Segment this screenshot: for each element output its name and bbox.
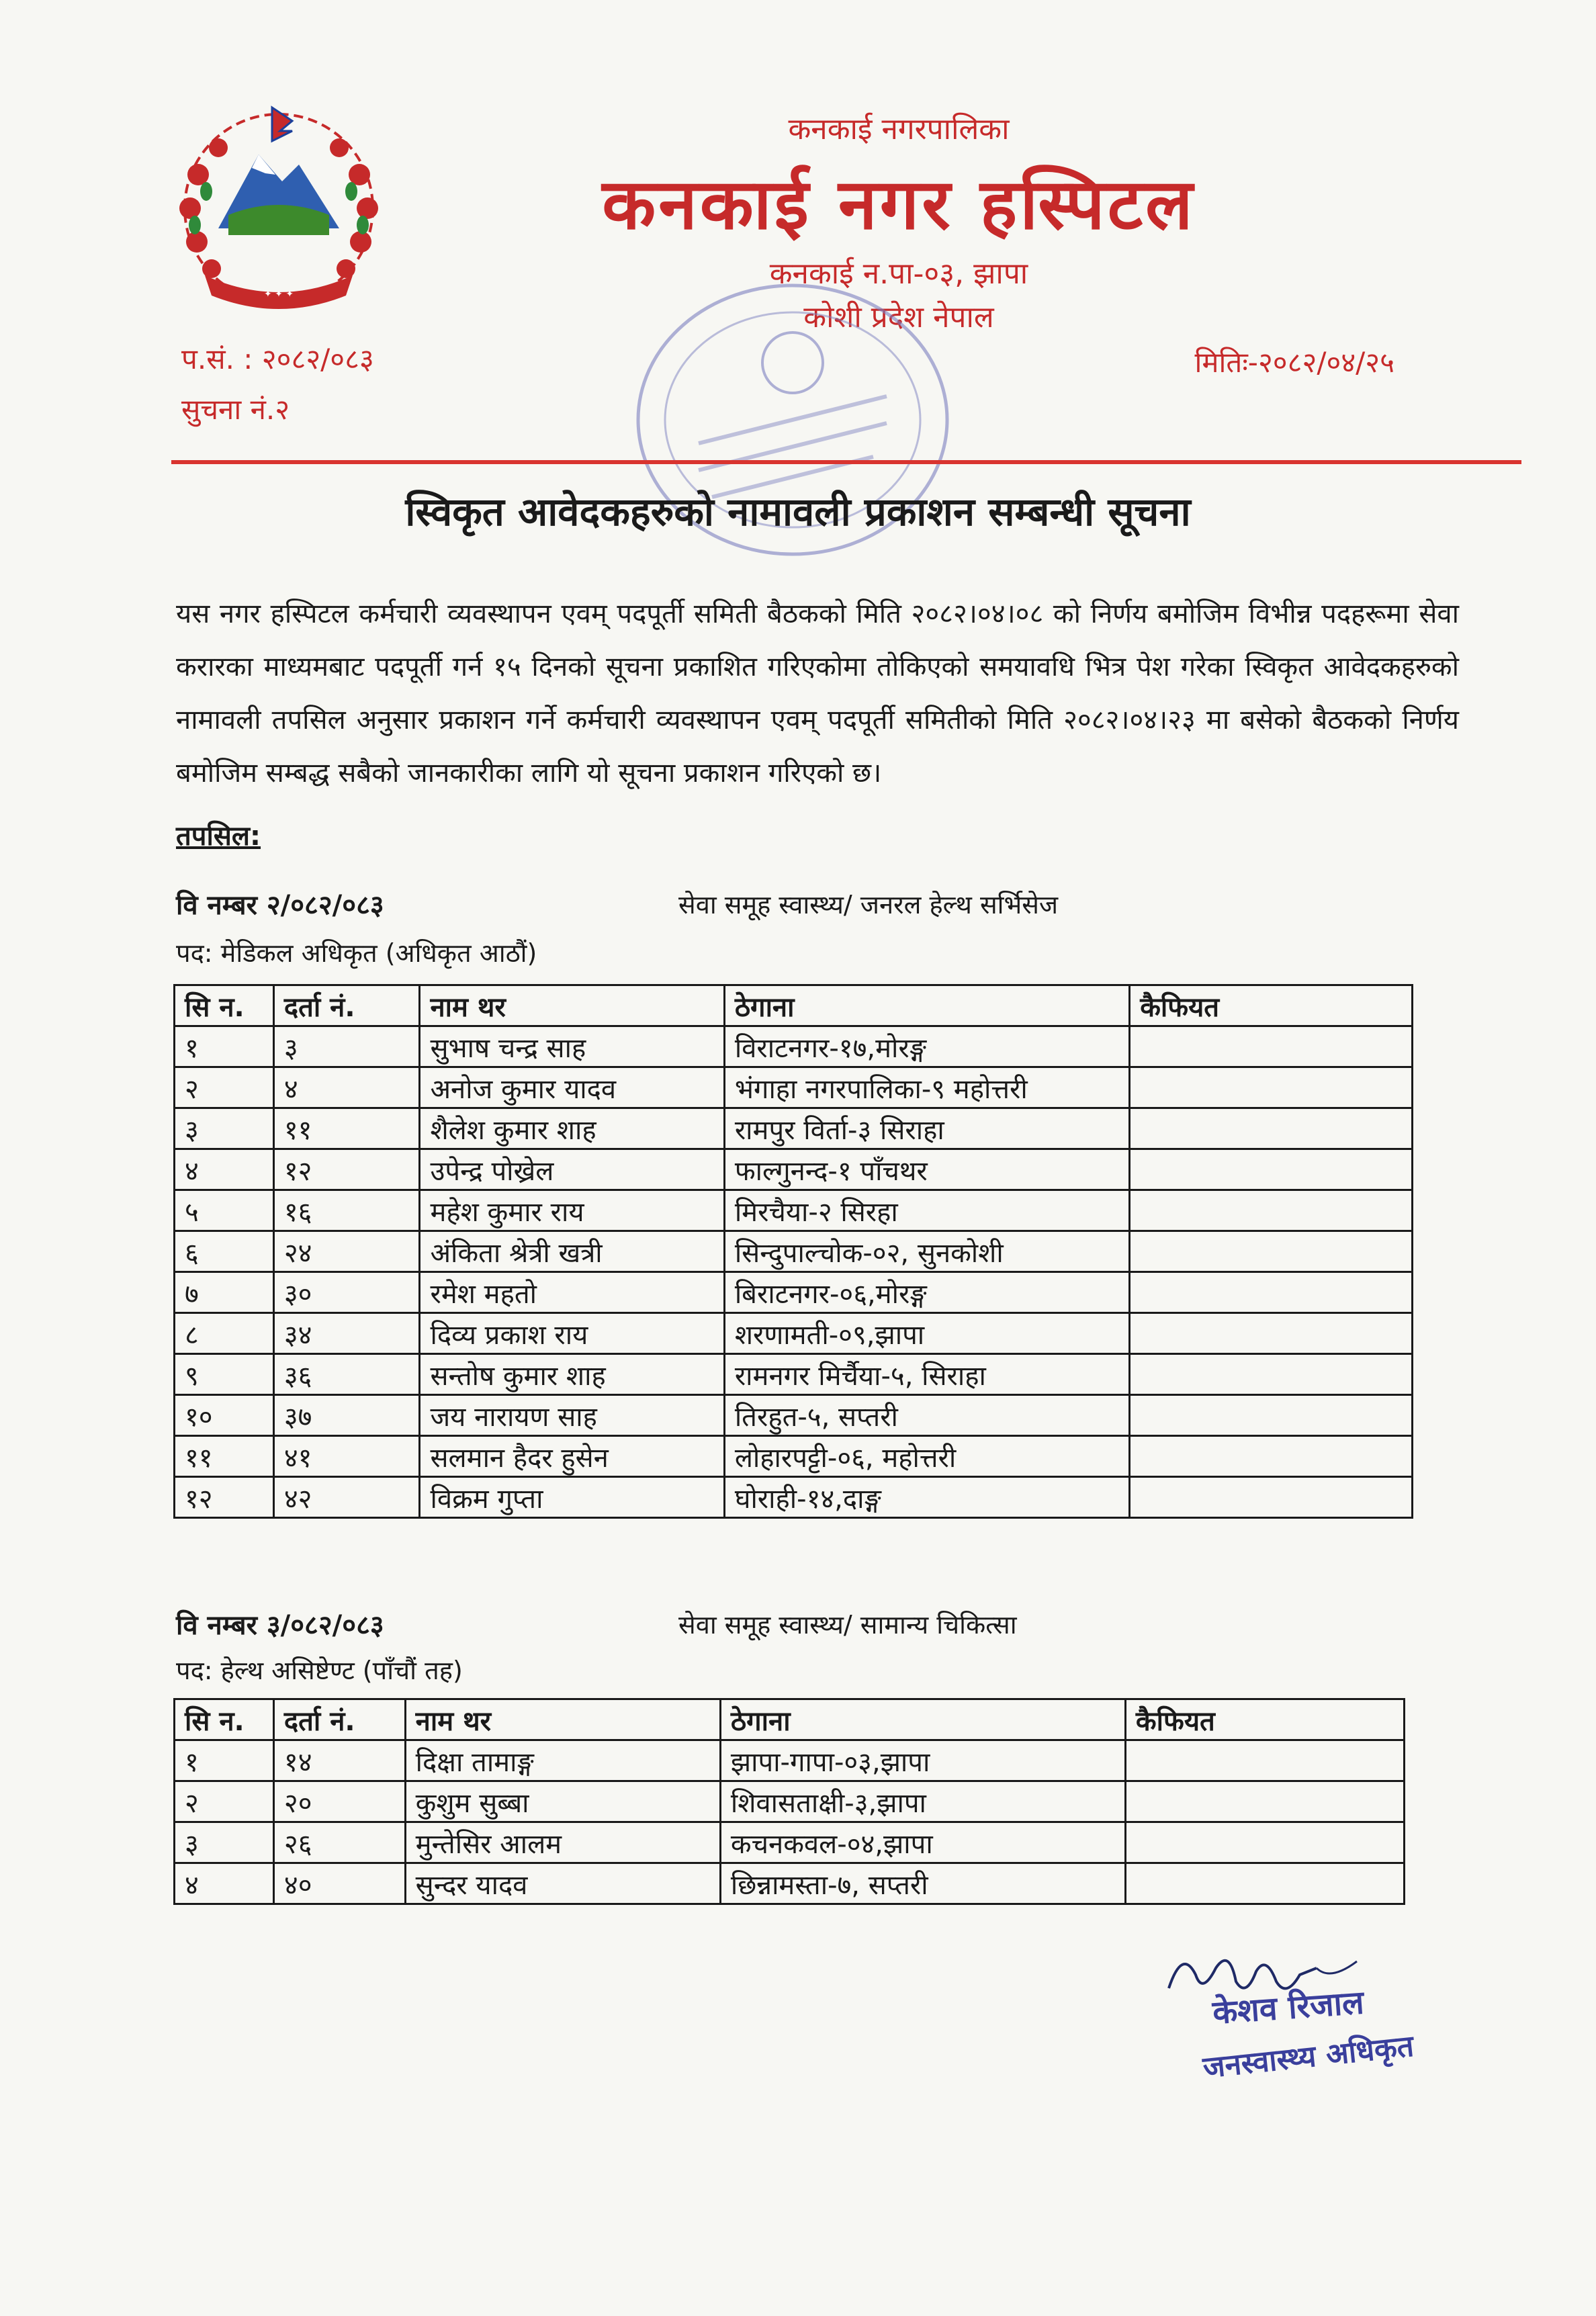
name-cell: विक्रम गुप्ता [420,1477,724,1518]
svg-text:✦ ✦ ✦: ✦ ✦ ✦ [263,289,294,300]
registration-cell: ३६ [273,1354,420,1395]
remarks-cell [1125,1863,1404,1904]
remarks-cell [1130,1149,1413,1190]
address-cell: रामपुर विर्ता-३ सिराहा [724,1108,1129,1149]
registration-cell: १६ [273,1190,420,1231]
serial-cell: ५ [175,1190,274,1231]
address-cell: सिन्दुपाल्चोक-०२, सुनकोशी [724,1231,1129,1272]
serial-cell: ७ [175,1272,274,1313]
address-cell: शरणामती-०९,झापा [724,1313,1129,1354]
serial-cell: १ [175,1740,274,1781]
applicants-table-1 [173,984,1413,1519]
registration-cell: १४ [273,1740,405,1781]
serial-cell: ४ [175,1863,274,1904]
column-header: ठेगाना [720,1699,1125,1740]
remarks-cell [1130,1231,1413,1272]
name-cell: अनोज कुमार यादव [420,1067,724,1108]
name-cell: सुन्दर यादव [405,1863,720,1904]
registration-cell: ३७ [273,1395,420,1436]
name-cell: सुभाष चन्द्र साह [420,1026,724,1067]
table-row [175,1313,1413,1354]
serial-cell: २ [175,1781,274,1822]
column-header: सि न. [175,1699,274,1740]
table-row [175,1149,1413,1190]
address-cell: विराटनगर-१७,मोरङ्ग [724,1026,1129,1067]
applicants-table-2 [173,1698,1405,1905]
column-header: दर्ता नं. [273,1699,405,1740]
table-header-row [175,1699,1405,1740]
table-row [175,1026,1413,1067]
name-cell: जय नारायण साह [420,1395,724,1436]
table-row [175,1067,1413,1108]
name-cell: शैलेश कुमार शाह [420,1108,724,1149]
serial-cell: १० [175,1395,274,1436]
name-cell: रमेश महतो [420,1272,724,1313]
column-header: ठेगाना [724,985,1129,1026]
name-cell: दिक्षा तामाङ्ग [405,1740,720,1781]
address-line-1: कनकाई न.पा-०३, झापा [769,257,1028,291]
column-header: कैफियत [1130,985,1413,1026]
service-group-1: सेवा समूह स्वास्थ्य/ जनरल हेल्थ सर्भिसेज [678,890,1059,920]
column-header: नाम थर [420,985,724,1026]
name-cell: उपेन्द्र पोख्रेल [420,1149,724,1190]
table-row [175,1272,1413,1313]
post-title-2: पद: हेल्थ असिष्टेण्ट (पाँचौं तह) [176,1656,463,1685]
registration-cell: ३ [273,1026,420,1067]
remarks-cell [1130,1272,1413,1313]
column-header: सि न. [175,985,274,1026]
header-divider [171,460,1521,464]
column-header: कैफियत [1125,1699,1404,1740]
remarks-cell [1130,1436,1413,1477]
table-row [175,1740,1405,1781]
name-cell: मुन्तेसिर आलम [405,1822,720,1863]
notice-body: यस नगर हस्पिटल कर्मचारी व्यवस्थापन एवम् पदपूर्ती समिती बैठकको मिति २०८२।०४।०८ को निर्णय बमोजिम विभीन्न पदहरूमा सेवा करारका माध्यमबाट पदपूर्ती गर्न १५ दिनको सूचना प्रकाशित गरिएकोमा तोकिएको समयावधि भित्र पेश गरेका स्विकृत आवेदकहरुको नामावली तपसिल अनुसार प्रकाशन गर्ने कर्मचारी व्यवस्थापन एवम् पदपूर्ती समितीको मिति २०८२।०४।२३ मा बसेको बैठकको निर्णय बमोजिम सम्बद्ध सबैको जानकारीका लागि यो सूचना प्रकाशन गरिएको छ। [176,598,1459,789]
remarks-cell [1125,1740,1404,1781]
address-cell: झापा-गापा-०३,झापा [720,1740,1125,1781]
service-group-2: सेवा समूह स्वास्थ्य/ सामान्य चिकित्सा [678,1610,1017,1640]
serial-cell: ८ [175,1313,274,1354]
serial-cell: २ [175,1067,274,1108]
serial-cell: ३ [175,1822,274,1863]
address-cell: बिराटनगर-०६,मोरङ्ग [724,1272,1129,1313]
table-row [175,1781,1405,1822]
registration-cell: ३० [273,1272,420,1313]
details-heading: तपसिल: [176,821,261,852]
registration-cell: ३४ [273,1313,420,1354]
serial-cell: ४ [175,1149,274,1190]
remarks-cell [1130,1026,1413,1067]
table-row [175,1190,1413,1231]
remarks-cell [1130,1477,1413,1518]
registration-cell: ११ [273,1108,420,1149]
address-cell: लोहारपट्टी-०६, महोत्तरी [724,1436,1129,1477]
signatory-name: केशव रिजाल [1211,1984,1366,2032]
notice-number: सुचना नं.२ [181,393,290,426]
post-title-1: पद: मेडिकल अधिकृत (अधिकृत आठौं) [176,938,537,968]
serial-cell: १ [175,1026,274,1067]
serial-cell: ६ [175,1231,274,1272]
reference-number: प.सं. : २०८२/०८३ [181,343,374,375]
remarks-cell [1125,1781,1404,1822]
advert-number-1: वि नम्बर २/०८२/०८३ [176,890,384,921]
issue-date: मितिः-२०८२/०४/२५ [1194,346,1394,379]
registration-cell: २० [273,1781,405,1822]
address-cell: छिन्नामस्ता-७, सप्तरी [720,1863,1125,1904]
address-cell: कचनकवल-०४,झापा [720,1822,1125,1863]
name-cell: सलमान हैदर हुसेन [420,1436,724,1477]
column-header: नाम थर [405,1699,720,1740]
remarks-cell [1130,1354,1413,1395]
remarks-cell [1130,1395,1413,1436]
name-cell: कुशुम सुब्बा [405,1781,720,1822]
remarks-cell [1130,1067,1413,1108]
registration-cell: १२ [273,1149,420,1190]
advert-number-2: वि नम्बर ३/०८२/०८३ [176,1610,384,1641]
table-row [175,1477,1413,1518]
remarks-cell [1130,1190,1413,1231]
notice-subject: स्विकृत आवेदकहरुको नामावली प्रकाशन सम्बन्धी सूचना [405,489,1191,535]
address-cell: फाल्गुनन्द-१ पाँचथर [724,1149,1129,1190]
address-cell: तिरहुत-५, सप्तरी [724,1395,1129,1436]
address-cell: घोराही-१४,दाङ्ग [724,1477,1129,1518]
serial-cell: ११ [175,1436,274,1477]
registration-cell: ४२ [273,1477,420,1518]
table-row [175,1436,1413,1477]
address-line-2: कोशी प्रदेश नेपाल [803,300,994,335]
serial-cell: ९ [175,1354,274,1395]
address-cell: शिवासताक्षी-३,झापा [720,1781,1125,1822]
registration-cell: ४ [273,1067,420,1108]
table-row [175,1108,1413,1149]
serial-cell: ३ [175,1108,274,1149]
table-row [175,1354,1413,1395]
address-cell: मिरचैया-२ सिरहा [724,1190,1129,1231]
registration-cell: ४१ [273,1436,420,1477]
table-row [175,1863,1405,1904]
registration-cell: २४ [273,1231,420,1272]
name-cell: अंकिता श्रेत्री खत्री [420,1231,724,1272]
serial-cell: १२ [175,1477,274,1518]
address-cell: भंगाहा नगरपालिका-९ महोत्तरी [724,1067,1129,1108]
registration-cell: ४० [273,1863,405,1904]
column-header: दर्ता नं. [273,985,420,1026]
table-row [175,1822,1405,1863]
table-row [175,1395,1413,1436]
name-cell: सन्तोष कुमार शाह [420,1354,724,1395]
name-cell: महेश कुमार राय [420,1190,724,1231]
signatory-designation: जनस्वास्थ्य अधिकृत [1201,2029,1416,2086]
registration-cell: २६ [273,1822,405,1863]
remarks-cell [1130,1313,1413,1354]
remarks-cell [1125,1822,1404,1863]
address-cell: रामनगर मिर्चैया-५, सिराहा [724,1354,1129,1395]
hospital-name: कनकाई नगर हस्पिटल [602,163,1196,245]
table-header-row [175,985,1413,1026]
remarks-cell [1130,1108,1413,1149]
name-cell: दिव्य प्रकाश राय [420,1313,724,1354]
table-row [175,1231,1413,1272]
municipality-name: कनकाई नगरपालिका [788,112,1010,146]
